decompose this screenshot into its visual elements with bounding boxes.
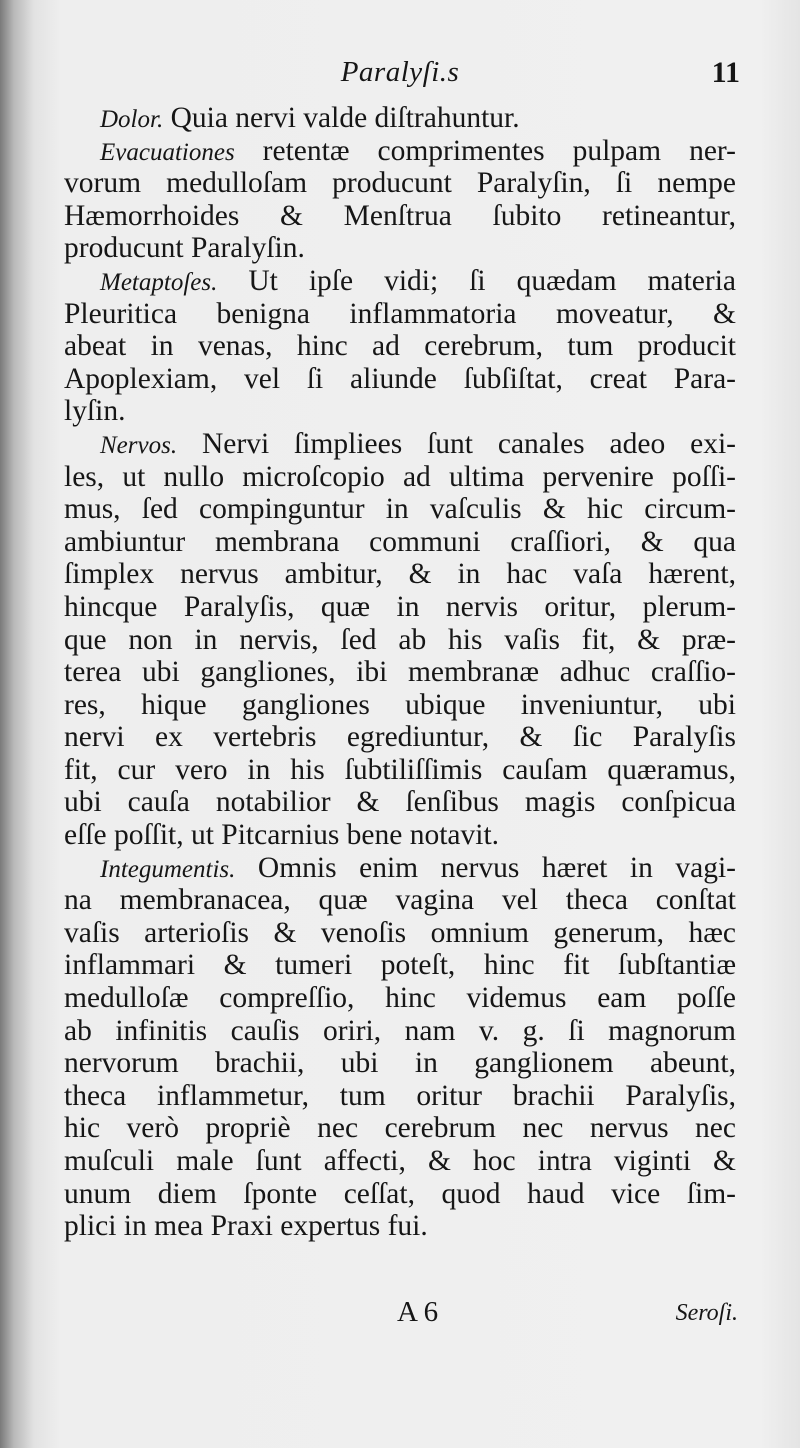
line-text: plici in mea Praxi expertus fui. — [64, 1210, 428, 1243]
text-line — [64, 265, 736, 298]
text-line — [64, 656, 736, 689]
paragraph-lead-term: Integumentis. — [100, 855, 236, 883]
line-text: les, ut nullo microſcopio ad ultima pervenire poſſi- — [64, 460, 736, 493]
text-line — [64, 591, 736, 624]
line-text: ſimplex nervus ambitur, & in hac vaſa hærent, — [64, 558, 736, 591]
text-line — [64, 1015, 736, 1048]
paragraph-lead-term: Metaptoſes. — [100, 268, 218, 296]
text-line — [64, 298, 736, 331]
line-text: Nervi ſimpliees ſunt canales adeo exi- — [177, 427, 736, 460]
line-text: ubi cauſa notabilior & ſenſibus magis conſpicua — [64, 786, 736, 819]
paragraph — [64, 265, 736, 428]
text-line — [64, 395, 736, 428]
text-line — [64, 982, 736, 1015]
text-line — [64, 330, 736, 363]
text-line — [64, 167, 736, 200]
line-text: vaſis arterioſis & venoſis omnium generum, hæc — [64, 916, 736, 949]
text-line — [64, 102, 736, 135]
text-line — [64, 1080, 736, 1113]
line-text: res, hique gangliones ubique inveniuntur, ubi — [64, 688, 736, 721]
line-text: Quia nervi valde diſtrahuntur. — [163, 102, 520, 134]
text-line — [64, 1210, 736, 1243]
text-line — [64, 1047, 736, 1080]
line-text: terea ubi gangliones, ibi membranæ adhuc craſſio- — [64, 656, 736, 689]
text-line — [64, 949, 736, 982]
text-line — [64, 721, 736, 754]
text-line — [64, 363, 736, 396]
text-line — [64, 493, 736, 526]
page-number: 11 — [711, 56, 740, 89]
line-text: muſculi male ſunt affecti, & hoc intra viginti & — [64, 1145, 736, 1177]
paragraph — [64, 135, 736, 265]
text-line — [64, 1112, 736, 1145]
text-line — [64, 200, 736, 233]
line-text: que non in nervis, ſed ab his vaſis fit, & præ- — [64, 623, 736, 656]
paragraph-lead-term: Nervos. — [100, 431, 178, 459]
text-line — [64, 754, 736, 787]
signature-mark: A 6 — [397, 1296, 439, 1328]
line-text: vorum medulloſam producunt Paralyſin, ſi nempe — [64, 167, 736, 200]
line-text: lyſin. — [64, 395, 126, 428]
line-text: eſſe poſſit, ut Pitcarnius bene notavit. — [64, 819, 500, 852]
paragraph-lead-term: Evacuationes — [100, 138, 235, 166]
line-text: Hæmorrhoides & Menſtrua ſubito retineantur, — [64, 199, 736, 232]
text-line — [64, 852, 736, 885]
line-text: Apoplexiam, vel ſi aliunde ſubſiſtat, creat Para- — [64, 362, 736, 395]
paragraph-lead-term: Dolor. — [100, 106, 164, 133]
running-header — [62, 56, 738, 100]
paragraph — [64, 852, 736, 1243]
line-text: hincque Paralyſis, quæ in nervis oritur, plerum- — [64, 590, 736, 623]
text-line — [64, 624, 736, 657]
catchword: Seroſi. — [675, 1300, 738, 1326]
text-line — [64, 1178, 736, 1211]
line-text: unum diem ſponte ceſſat, quod haud vice ſim- — [64, 1177, 736, 1210]
text-line — [64, 558, 736, 591]
line-text: ambiuntur membrana communi craſſiori, & qua — [64, 525, 736, 558]
text-line — [64, 135, 736, 168]
line-text: nervorum brachii, ubi in ganglionem abeunt, — [64, 1047, 736, 1080]
paragraph — [64, 428, 736, 852]
line-text: inflammari & tumeri poteſt, hinc fit ſubſtantiæ — [64, 949, 736, 982]
text-line — [64, 917, 736, 950]
text-line — [64, 786, 736, 819]
line-text: producunt Paralyſin. — [64, 232, 305, 265]
text-line — [64, 689, 736, 722]
line-text: mus, ſed compinguntur in vaſculis & hic circum- — [64, 493, 736, 526]
paragraph — [64, 102, 736, 135]
text-line — [64, 819, 736, 852]
line-text: retentæ comprimentes pulpam ner- — [234, 134, 736, 167]
line-text: abeat in venas, hinc ad cerebrum, tum producit — [64, 330, 736, 363]
line-text: hic verò propriè nec cerebrum nec nervus nec — [64, 1112, 736, 1145]
line-text: Ut ipſe vidi; ſi quædam materia — [217, 264, 736, 297]
text-line — [64, 526, 736, 559]
text-line — [64, 884, 736, 917]
text-line — [64, 428, 736, 461]
text-line — [64, 461, 736, 494]
line-text: na membranacea, quæ vagina vel theca conſtat — [64, 884, 736, 917]
line-text: Omnis enim nervus hæret in vagi- — [235, 851, 736, 884]
page-footer — [62, 1296, 738, 1340]
line-text: nervi ex vertebris egrediuntur, & ſic Paralyſis — [64, 721, 736, 754]
line-text: ab infinitis cauſis oriri, nam v. g. ſi magnorum — [64, 1014, 736, 1047]
line-text: fit, cur vero in his ſubtiliſſimis cauſam quæramus, — [64, 753, 736, 786]
line-text: medulloſæ compreſſio, hinc videmus eam poſſe — [64, 982, 736, 1015]
text-line — [64, 1145, 736, 1178]
body-text — [64, 102, 736, 1243]
running-title: Paralyſi.s — [340, 56, 460, 88]
line-text: Pleuritica benigna inflammatoria moveatur, & — [64, 297, 736, 330]
line-text: theca inflammetur, tum oritur brachii Paralyſis, — [64, 1079, 736, 1112]
text-line — [64, 232, 736, 265]
